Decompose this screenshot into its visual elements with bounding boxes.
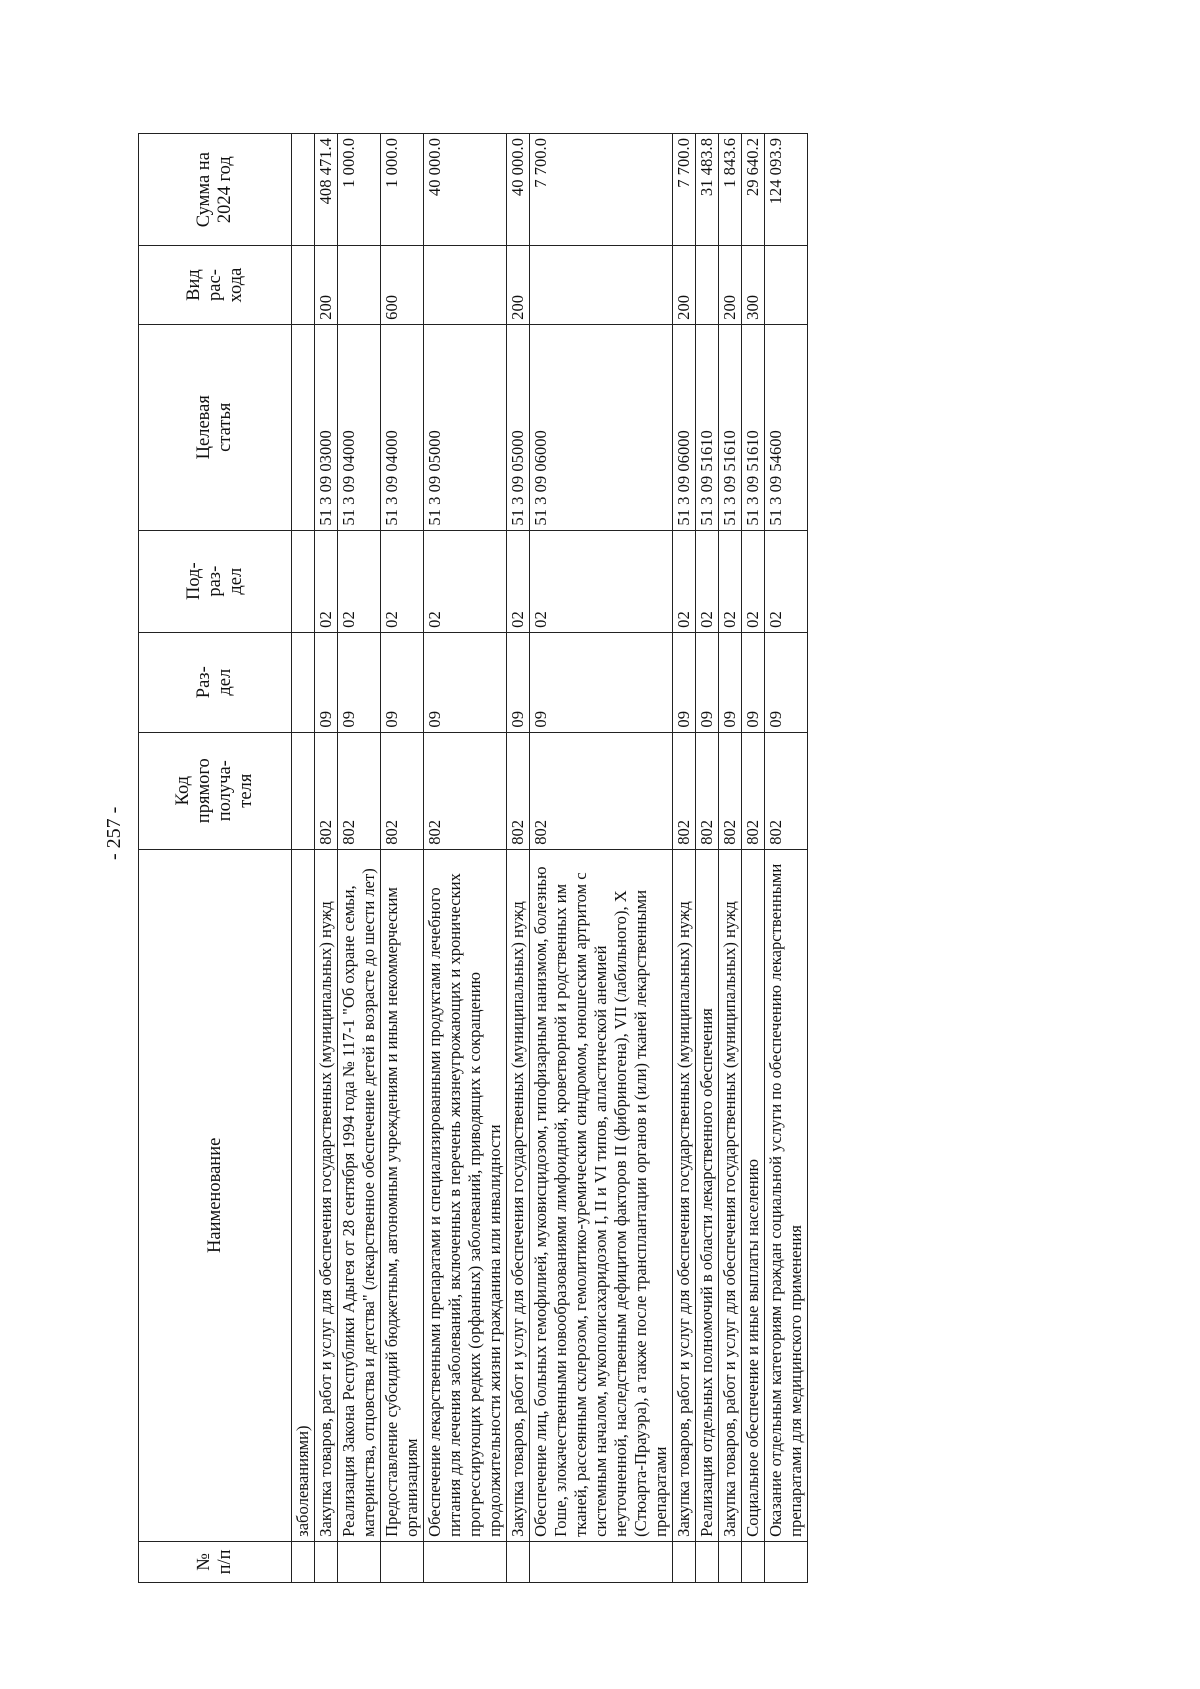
cell-name: Обеспечение лиц, больных гемофилией, муковисцидозом, гипофизарным нанизмом, болезнью Гоше, злокачественными новообразованиями лимфоидной, кроветворной и родственных им тканей, рассеянным склерозом, гемолитико-уремическим синдромом, юношеским артритом с системным началом, мукополисахаридозом I, II и VI типов, апластической анемией неуточненной, наследственным дефицитом факторов II (фибриногена), VII (лабильного), X (Стюарта-Прауэра), а также после трансплантации органов и (или) тканей лекарственными препаратами: [530, 849, 673, 1541]
cell-section: 09: [338, 632, 381, 732]
header-name: [139, 849, 292, 1541]
header-expense-kind: [139, 246, 292, 325]
cell-section: [292, 632, 315, 732]
cell-subsection: 02: [765, 530, 808, 632]
header-line: прямого: [194, 758, 214, 824]
cell-subsection: 02: [507, 530, 530, 632]
cell-sum: 1 843.6: [719, 134, 742, 246]
cell-name: Обеспечение лекарственными препаратами и специализированными продуктами лечебного питания для лечения заболеваний, включенных в перечень жизнеугрожающих и хронических прогрессирующих редких (орфанных) заболеваний, приводящих к сокращению продолжительности жизни гражданина или инвалидности: [424, 849, 507, 1541]
cell-target-article: 51 3 09 51610: [719, 324, 742, 530]
table-row: [381, 134, 424, 1583]
header-line: статья: [215, 402, 235, 452]
cell-subsection: 02: [696, 530, 719, 632]
table-row: [315, 134, 338, 1583]
cell-num: [530, 1541, 673, 1582]
header-line: Сумма на: [194, 152, 214, 228]
cell-name: Предоставление субсидий бюджетным, автономным учреждениям и иным некоммерческим организациям: [381, 849, 424, 1541]
header-line: 2024 год: [215, 156, 235, 224]
cell-target-article: 51 3 09 51610: [696, 324, 719, 530]
cell-target-article: 51 3 09 51610: [742, 324, 765, 530]
cell-target-article: 51 3 09 04000: [338, 324, 381, 530]
header-section: [139, 632, 292, 732]
header-line: №: [194, 1553, 214, 1571]
cell-sum: 408 471.4: [315, 134, 338, 246]
cell-target-article: 51 3 09 04000: [381, 324, 424, 530]
cell-recipient-code: 802: [381, 732, 424, 849]
cell-recipient-code: 802: [673, 732, 696, 849]
cell-num: [338, 1541, 381, 1582]
cell-name: Реализация отдельных полномочий в области лекарственного обеспечения: [696, 849, 719, 1541]
cell-subsection: 02: [673, 530, 696, 632]
cell-expense-kind: 300: [742, 246, 765, 325]
cell-section: 09: [765, 632, 808, 732]
cell-section: 09: [315, 632, 338, 732]
table-body: [292, 134, 808, 1583]
cell-name: Закупка товаров, работ и услуг для обеспечения государственных (муниципальных) нужд: [315, 849, 338, 1541]
cell-sum: 31 483.8: [696, 134, 719, 246]
cell-section: 09: [530, 632, 673, 732]
table-row: [765, 134, 808, 1583]
cell-recipient-code: 802: [507, 732, 530, 849]
cell-num: [719, 1541, 742, 1582]
cell-sum: 40 000.0: [507, 134, 530, 246]
cell-name: заболеваниями): [292, 849, 315, 1541]
table-row: [507, 134, 530, 1583]
cell-target-article: [292, 324, 315, 530]
cell-subsection: 02: [719, 530, 742, 632]
table-row: [696, 134, 719, 1583]
header-recipient-code: [139, 732, 292, 849]
cell-expense-kind: 200: [719, 246, 742, 325]
cell-expense-kind: [424, 246, 507, 325]
cell-recipient-code: 802: [530, 732, 673, 849]
header-line: п/п: [215, 1549, 235, 1575]
cell-section: 09: [673, 632, 696, 732]
cell-sum: 29 640.2: [742, 134, 765, 246]
cell-subsection: 02: [742, 530, 765, 632]
cell-sum: 1 000.0: [338, 134, 381, 246]
cell-section: 09: [424, 632, 507, 732]
cell-subsection: 02: [424, 530, 507, 632]
budget-table: [138, 133, 808, 1583]
cell-num: [696, 1541, 719, 1582]
header-line: рас-: [204, 269, 225, 301]
cell-sum: [292, 134, 315, 246]
cell-expense-kind: 200: [315, 246, 338, 325]
header-line: Наименование: [204, 1137, 225, 1253]
cell-num: [673, 1541, 696, 1582]
cell-sum: 40 000.0: [424, 134, 507, 246]
cell-expense-kind: [530, 246, 673, 325]
header-line: дел: [215, 668, 235, 696]
cell-subsection: 02: [530, 530, 673, 632]
cell-section: 09: [507, 632, 530, 732]
cell-target-article: 51 3 09 54600: [765, 324, 808, 530]
header-target-article: [139, 324, 292, 530]
cell-subsection: 02: [338, 530, 381, 632]
cell-sum: 1 000.0: [381, 134, 424, 246]
cell-expense-kind: 200: [507, 246, 530, 325]
cell-target-article: 51 3 09 06000: [530, 324, 673, 530]
header-line: Вид: [183, 269, 204, 301]
cell-expense-kind: [696, 246, 719, 325]
cell-section: 09: [719, 632, 742, 732]
cell-recipient-code: 802: [424, 732, 507, 849]
header-line: теля: [236, 773, 256, 808]
cell-sum: 124 093.9: [765, 134, 808, 246]
page-number: - 257 -: [103, 806, 125, 860]
cell-name: Закупка товаров, работ и услуг для обеспечения государственных (муниципальных) нужд: [673, 849, 696, 1541]
cell-section: 09: [381, 632, 424, 732]
table-row: [292, 134, 315, 1583]
table-header: [139, 134, 292, 1583]
rotated-table-container: [138, 133, 1053, 1583]
cell-expense-kind: 200: [673, 246, 696, 325]
cell-recipient-code: 802: [315, 732, 338, 849]
cell-target-article: 51 3 09 05000: [424, 324, 507, 530]
cell-target-article: 51 3 09 03000: [315, 324, 338, 530]
header-line: раз-: [204, 565, 225, 597]
cell-expense-kind: [292, 246, 315, 325]
cell-recipient-code: 802: [765, 732, 808, 849]
table-row: [530, 134, 673, 1583]
table-row: [719, 134, 742, 1583]
table-row: [742, 134, 765, 1583]
table-row: [673, 134, 696, 1583]
cell-recipient-code: 802: [719, 732, 742, 849]
cell-recipient-code: [292, 732, 315, 849]
cell-subsection: 02: [315, 530, 338, 632]
cell-expense-kind: 600: [381, 246, 424, 325]
header-line: Целевая: [194, 395, 214, 460]
cell-expense-kind: [765, 246, 808, 325]
cell-recipient-code: 802: [338, 732, 381, 849]
header-line: Под-: [183, 562, 204, 601]
cell-target-article: 51 3 09 05000: [507, 324, 530, 530]
cell-section: 09: [696, 632, 719, 732]
table-row: [338, 134, 381, 1583]
cell-name: Оказание отдельным категориям граждан социальной услуги по обеспечению лекарственными препаратами для медицинского применения: [765, 849, 808, 1541]
cell-num: [765, 1541, 808, 1582]
cell-section: 09: [742, 632, 765, 732]
cell-num: [742, 1541, 765, 1582]
header-line: Раз-: [194, 666, 214, 699]
header-line: Код: [173, 775, 193, 806]
header-subsection: [139, 530, 292, 632]
cell-name: Социальное обеспечение и иные выплаты населению: [742, 849, 765, 1541]
cell-sum: 7 700.0: [530, 134, 673, 246]
table-row: [424, 134, 507, 1583]
header-line: дел: [225, 567, 246, 595]
header-line: получа-: [215, 760, 235, 822]
cell-subsection: 02: [381, 530, 424, 632]
cell-name: Закупка товаров, работ и услуг для обеспечения государственных (муниципальных) нужд: [719, 849, 742, 1541]
cell-recipient-code: 802: [742, 732, 765, 849]
cell-name: Реализация Закона Республики Адыгея от 28 сентября 1994 года № 117-1 "Об охране семьи, материнства, отцовства и детства" (лекарственное обеспечение детей в возрасте до шести лет): [338, 849, 381, 1541]
cell-target-article: 51 3 09 06000: [673, 324, 696, 530]
header-row: [139, 134, 292, 1583]
cell-num: [292, 1541, 315, 1582]
cell-subsection: [292, 530, 315, 632]
cell-recipient-code: 802: [696, 732, 719, 849]
cell-num: [381, 1541, 424, 1582]
header-sum-2024: [139, 134, 292, 246]
cell-num: [315, 1541, 338, 1582]
cell-sum: 7 700.0: [673, 134, 696, 246]
cell-num: [424, 1541, 507, 1582]
cell-name: Закупка товаров, работ и услуг для обеспечения государственных (муниципальных) нужд: [507, 849, 530, 1541]
header-line: хода: [225, 267, 246, 303]
cell-num: [507, 1541, 530, 1582]
cell-expense-kind: [338, 246, 381, 325]
header-num: [139, 1541, 292, 1582]
